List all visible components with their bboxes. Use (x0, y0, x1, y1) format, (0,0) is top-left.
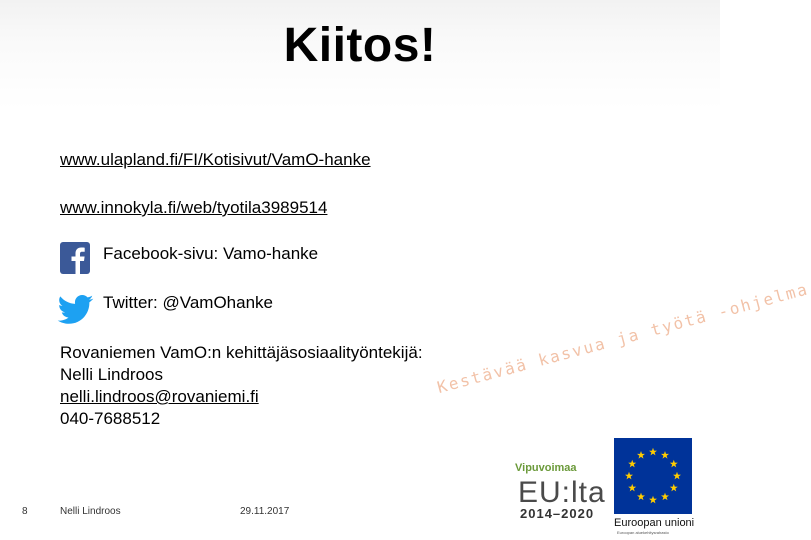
contact-phone: 040-7688512 (60, 409, 161, 428)
eulta-text: EU:lta (518, 476, 606, 509)
eu-flag-icon (614, 438, 692, 514)
vipuvoimaa-text: Vipuvoimaa (515, 462, 577, 474)
facebook-icon (60, 242, 90, 274)
eu-subtitle: Euroopan aluekehitysrahasto (617, 530, 669, 535)
contact-name: Nelli Lindroos (60, 365, 163, 384)
contact-role: Rovaniemen VamO:n kehittäjäsosiaalityöntekijä: (60, 343, 423, 362)
eu-name: Euroopan unioni (614, 517, 695, 529)
slide-title: Kiitos! (283, 19, 437, 72)
twitter-label: Twitter: @VamOhanke (103, 293, 273, 312)
contact-block (60, 342, 423, 430)
ulapland-link[interactable]: www.ulapland.fi/FI/Kotisivut/VamO-hanke (60, 150, 371, 169)
contact-email[interactable]: nelli.lindroos@rovaniemi.fi (60, 387, 259, 406)
footer-date: 29.11.2017 (240, 506, 290, 517)
facebook-label: Facebook-sivu: Vamo-hanke (103, 244, 319, 263)
program-years: 2014–2020 (520, 506, 595, 521)
program-slogan: Kestävää kasvua ja työtä -ohjelma (435, 279, 811, 397)
footer-author: Nelli Lindroos (60, 506, 121, 517)
innokyla-link[interactable]: www.innokyla.fi/web/tyotila3989514 (60, 198, 328, 217)
page-number: 8 (22, 506, 28, 517)
twitter-icon (58, 294, 94, 326)
